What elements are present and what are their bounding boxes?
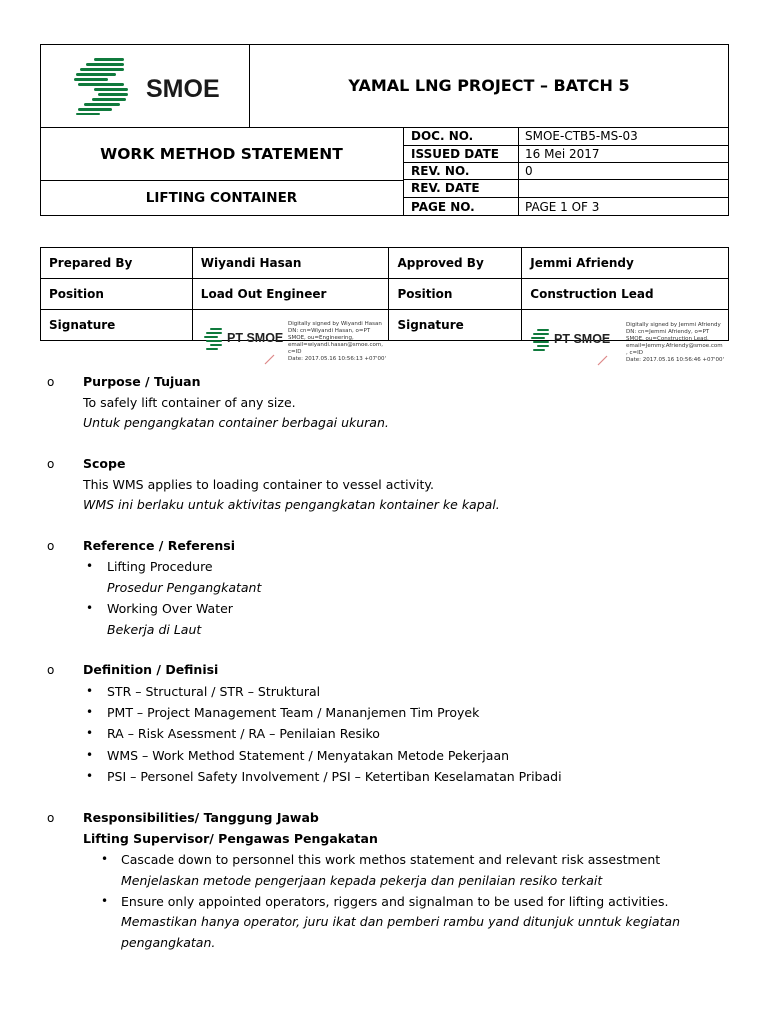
stamp-line: email=wiyandi.hasan@smoe.com, [288, 342, 383, 348]
bullet: • [86, 726, 94, 740]
stamp-line: SMOE, ou=Engineering, [288, 335, 354, 341]
approved-by-label: Approved By [389, 248, 522, 279]
stamp-logo-text: PT SMOE [554, 332, 611, 346]
pen-icon [264, 353, 276, 365]
prepared-by-label: Prepared By [41, 248, 193, 279]
stamp-line: , c=ID [626, 350, 643, 356]
reference-id: Prosedur Pengangkatant [107, 580, 262, 595]
responsibility-en: Cascade down to personnel this work methos statement and relevant risk assestment [121, 852, 661, 867]
stamp-line: Date: 2017.05.16 10:56:46 +07'00' [626, 357, 725, 363]
meta-label-rev-date: REV. DATE [411, 181, 480, 195]
stamp-line: SMOE, ou=Construction Lead, [626, 336, 709, 342]
bullet: • [101, 852, 109, 866]
responsibility-en: Ensure only appointed operators, riggers and signalman to be used for lifting activities. [121, 894, 669, 909]
stamp-line: Digitally signed by Wiyandi Hasan [288, 321, 382, 327]
approver-position: Construction Lead [522, 279, 729, 310]
definition-title: Definition / Definisi [83, 662, 219, 677]
position-label: Position [41, 279, 193, 310]
smoe-logo-icon [72, 56, 142, 116]
project-title: YAMAL LNG PROJECT – BATCH 5 [348, 76, 630, 95]
meta-label-page-no: PAGE NO. [411, 200, 475, 214]
meta-value-issued-date: 16 Mei 2017 [525, 147, 600, 161]
scope-title: Scope [83, 456, 126, 471]
purpose-title: Purpose / Tujuan [83, 374, 201, 389]
digital-signature-stamp-preparer [200, 319, 390, 365]
purpose-en: To safely lift container of any size. [83, 395, 296, 410]
section-marker: o [47, 811, 55, 825]
pt-smoe-logo-icon [529, 328, 551, 352]
bullet: • [86, 684, 94, 698]
pen-icon [597, 354, 609, 366]
pt-smoe-logo-icon [202, 327, 224, 351]
meta-label-rev-no: REV. NO. [411, 164, 470, 178]
table-row [41, 279, 729, 310]
stamp-logo-text: PT SMOE [227, 331, 284, 345]
purpose-id: Untuk pengangkatan container berbagai ukuran. [83, 415, 389, 430]
meta-value-doc-no: SMOE-CTB5-MS-03 [525, 129, 638, 143]
bullet: • [86, 769, 94, 783]
responsibility-id: pengangkatan. [121, 935, 216, 950]
definition-item: STR – Structural / STR – Struktural [107, 684, 321, 699]
meta-label-doc-no: DOC. NO. [411, 129, 474, 143]
stamp-line: email=Jemmy.Afriendy@smoe.com [626, 343, 723, 349]
document-type: WORK METHOD STATEMENT [100, 145, 343, 163]
definition-item: RA – Risk Asessment / RA – Penilaian Resiko [107, 726, 380, 741]
meta-label-issued-date: ISSUED DATE [411, 147, 499, 161]
reference-en: Working Over Water [107, 601, 233, 616]
definition-item: PSI – Personel Safety Involvement / PSI – Ketertiban Keselamatan Pribadi [107, 769, 562, 784]
digital-signature-stamp-approver [527, 320, 727, 366]
responsibilities-title: Responsibilities/ Tanggung Jawab [83, 810, 319, 825]
responsibility-id: Memastikan hanya operator, juru ikat dan pemberi rambu yand ditunjuk unntuk kegiatan [121, 914, 681, 929]
stamp-line: c=ID [288, 349, 302, 355]
approved-by-name: Jemmi Afriendy [522, 248, 729, 279]
meta-value-page-no: PAGE 1 OF 3 [525, 200, 600, 214]
preparer-position: Load Out Engineer [192, 279, 389, 310]
responsibility-id: Menjelaskan metode pengerjaan kepada pekerja dan penilaian resiko terkait [121, 873, 603, 888]
bullet: • [86, 748, 94, 762]
bullet: • [86, 601, 94, 615]
reference-id: Bekerja di Laut [107, 622, 202, 637]
table-row [41, 248, 729, 279]
smoe-logo [72, 56, 222, 116]
prepared-by-name: Wiyandi Hasan [192, 248, 389, 279]
responsibilities-subtitle: Lifting Supervisor/ Pengawas Pengakatan [83, 831, 378, 846]
section-marker: o [47, 457, 55, 471]
document-subject: LIFTING CONTAINER [145, 190, 298, 206]
signature-label: Signature [389, 310, 522, 341]
definition-item: WMS – Work Method Statement / Menyatakan Metode Pekerjaan [107, 748, 510, 763]
logo-text: SMOE [146, 75, 220, 103]
meta-value-rev-no: 0 [525, 164, 533, 178]
scope-id: WMS ini berlaku untuk aktivitas pengangkatan kontainer ke kapal. [83, 497, 500, 512]
stamp-line: DN: cn=Jemmi Afriendy, o=PT [626, 329, 710, 335]
reference-en: Lifting Procedure [107, 559, 213, 574]
document-header [40, 44, 729, 216]
position-label: Position [389, 279, 522, 310]
signature-label: Signature [41, 310, 193, 341]
section-marker: o [47, 375, 55, 389]
scope-en: This WMS applies to loading container to vessel activity. [83, 477, 435, 492]
definition-item: PMT – Project Management Team / Mananjemen Tim Proyek [107, 705, 480, 720]
stamp-line: Date: 2017.05.16 10:56:13 +07'00' [288, 356, 387, 362]
section-marker: o [47, 663, 55, 677]
bullet: • [86, 559, 94, 573]
stamp-line: DN: cn=Wiyandi Hasan, o=PT [288, 328, 371, 334]
section-marker: o [47, 539, 55, 553]
bullet: • [101, 894, 109, 908]
stamp-line: Digitally signed by Jemmi Afriendy [626, 322, 721, 328]
reference-title: Reference / Referensi [83, 538, 236, 553]
bullet: • [86, 705, 94, 719]
